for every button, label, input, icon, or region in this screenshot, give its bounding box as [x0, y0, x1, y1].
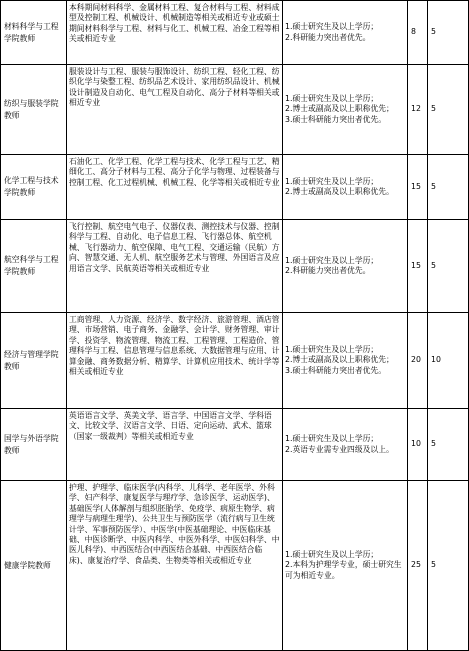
college-cell: 纺织与服装学院教师 [1, 65, 67, 155]
table-row [1, 155, 469, 220]
requirements-cell [283, 481, 408, 651]
majors-cell: 飞行控制、航空电气电子、仪器仪表、测控技术与仪器、控制科学与工程、自动化、电子信息工程、飞行器总体、航空机械、飞行器动力、航空保障、电气工程、交通运输（民航）方向、智慧交通、无人机、航空服务艺术与管理、外国语言及应用语言文学、民航英语等相关或相近专业 [67, 220, 283, 313]
requirement-line: 1.硕士研究生及以上学历； [285, 22, 379, 32]
requirement-line: 2.博士或副高及以上职称优先。 [285, 187, 394, 196]
majors-cell: 护理、护理学、临床医学(内科学、儿科学、老年医学、外科学、妇产科学、康复医学与理疗学、急诊医学、运动医学)、基础医学(人体解剖与组织胚胎学、免疫学、病原生物学、病理学与病理生理学)、公共卫生与预防医学（流行病与卫生统计学、军事预防医学）、中医学(中医基础理论、中医临床基础、中医诊断学、中医内科学、中医外科学、中医妇科学、中医儿科学)、中西医结合(中西医结合基础、中西医结合临床)、康复治疗学、食品类、生物类等相关或相近专业 [67, 481, 283, 651]
requirement-line: 1.硕士研究生及以上学历； [285, 93, 379, 103]
college-cell: 经济与管理学院教师 [1, 313, 67, 409]
table-row [1, 220, 469, 313]
count-a-cell: 25 [408, 481, 428, 651]
requirement-line: 1.硕士研究生及以上学历； [285, 255, 379, 265]
requirement-line: 2.科研能力突出者优先。 [285, 266, 371, 275]
count-a-cell: 12 [408, 65, 428, 155]
requirement-line: 2.科研能力突出者优先。 [285, 32, 371, 42]
requirement-line: 2.本科为护理学专业，硕士研究生可为相近专业。 [285, 560, 402, 580]
count-a-cell: 10 [408, 409, 428, 481]
count-a-cell: 15 [408, 155, 428, 220]
table-row [1, 481, 469, 651]
requirements-cell [283, 65, 408, 155]
requirements-cell [283, 409, 408, 481]
requirements-cell [283, 155, 408, 220]
count-b-cell: 5 [428, 1, 469, 65]
count-b-cell: 5 [428, 155, 469, 220]
requirement-line: 1.硕士研究生及以上学历； [285, 176, 379, 186]
table-row [1, 1, 469, 65]
requirement-line: 2.博士或副高及以上职称优先； [285, 104, 394, 114]
table-row [1, 65, 469, 155]
requirement-line: 1.硕士研究生及以上学历； [285, 549, 379, 559]
majors-cell: 服装设计与工程、服装与服饰设计、纺织工程、轻化工程、纺织化学与染整工程、纺织品艺术设计、家用纺织品设计、机械设计制造及自动化、电气工程及自动化、高分子材料等相关或相近专业 [67, 65, 283, 155]
count-b-cell: 5 [428, 220, 469, 313]
majors-cell: 石油化工、化学工程、化学工程与技术、化学工程与工艺、精细化工、高分子材料与工程、高分子化学与物理、过程装备与控制工程、化工过程机械、机械工程、化学等相关或相近专业 [67, 155, 283, 220]
college-cell: 健康学院教师 [1, 481, 67, 651]
requirement-line: 1.硕士研究生及以上学历； [285, 344, 379, 354]
college-cell: 国学与外语学院教师 [1, 409, 67, 481]
count-a-cell: 8 [408, 1, 428, 65]
majors-cell: 本科期间材料科学、金属材料工程、复合材料与工程、材料成型及控制工程、机械设计、机械制造等相关或相近专业或硕士期间材料科学与工程、材料与化工、机械工程、冶金工程等相关或相近专业 [67, 1, 283, 65]
college-cell: 航空科学与工程学院教师 [1, 220, 67, 313]
requirement-line: 3.硕士科研能力突出者优先。 [285, 365, 387, 375]
count-b-cell: 10 [428, 313, 469, 409]
table-row [1, 409, 469, 481]
requirements-cell [283, 313, 408, 409]
requirements-cell [283, 220, 408, 313]
majors-cell: 工商管理、人力资源、经济学、数字经济、旅游管理、酒店管理、市场营销、电子商务、金融学、会计学、财务管理、审计学、投资学、物流管理、物流工程、工程管理、工程造价、管理科学与工程、信息管理与信息系统、大数据管理与应用、计算金融、商务数据分析、精算学、计算机应用技术、统计学等相关或相近专业 [67, 313, 283, 409]
requirement-line: 1.硕士研究生及以上学历； [285, 434, 379, 444]
count-b-cell: 5 [428, 481, 469, 651]
count-b-cell: 5 [428, 409, 469, 481]
count-b-cell: 5 [428, 65, 469, 155]
count-a-cell: 15 [408, 220, 428, 313]
count-a-cell: 20 [408, 313, 428, 409]
requirement-line: 3.硕士科研能力突出者优先。 [285, 114, 387, 124]
requirement-line: 2.博士或副高及以上职称优先； [285, 355, 394, 365]
college-cell: 材料科学与工程学院教师 [1, 1, 67, 65]
college-cell: 化学工程与技术学院教师 [1, 155, 67, 220]
requirement-line: 2.英语专业需专业四级及以上。 [285, 444, 394, 454]
table-row [1, 313, 469, 409]
requirements-cell [283, 1, 408, 65]
majors-cell: 英语语言文学、英美文学、语言学、中国语言文学、学科语文、比较文学、汉语言文学、日语、定向运动、武术、篮球（国家一级裁判）等相关或相近专业 [67, 409, 283, 481]
